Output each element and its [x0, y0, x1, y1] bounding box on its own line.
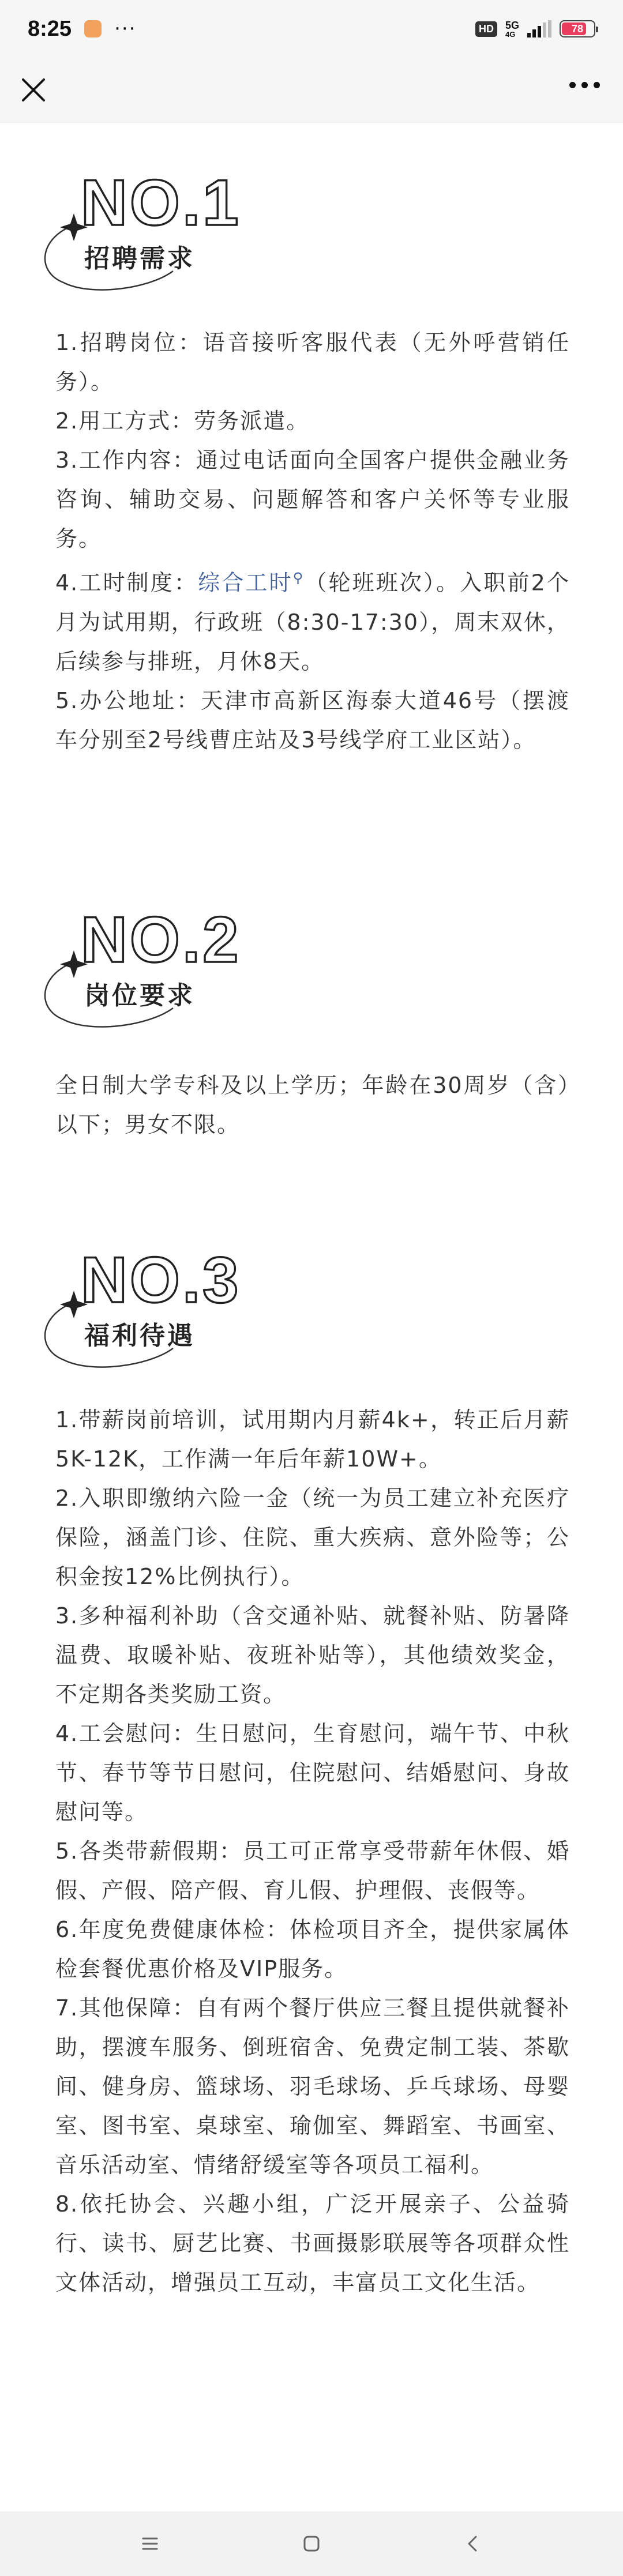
back-chevron-icon[interactable]: [461, 2532, 485, 2555]
network-type-top: 5G: [505, 19, 519, 31]
paragraph: 6.年度免费健康体检：体检项目齐全，提供家属体检套餐优惠价格及VIP服务。: [55, 1917, 570, 1981]
section-requirements: [0, 904, 623, 1137]
section-header: [0, 1244, 623, 1377]
paragraph: 5.各类带薪假期：员工可正常享受带薪年休假、婚假、产假、陪产假、育儿假、护理假、丧假等。: [55, 1838, 570, 1903]
network-type: [505, 20, 519, 38]
paragraph: 2.入职即缴纳六险一金（统一为员工建立补充医疗保险，涵盖门诊、住院、重大疾病、意外险等；公积金按12%比例执行）。: [55, 1486, 570, 1589]
status-left: [28, 17, 137, 42]
paragraph: 2.用工方式：劳务派遣。: [55, 408, 310, 434]
comprehensive-hours-link[interactable]: 综合工时: [198, 570, 293, 596]
work-hours-suffix: （轮班班次）。入职前2个月为试用期，行政班（8:30-17:30），周末双休，后续参与排班，月休8天。: [55, 570, 570, 674]
menu-lines-icon[interactable]: [138, 2532, 162, 2555]
section-header: [0, 904, 623, 1037]
paragraph: 5.办公地址：天津市高新区海泰大道46号（摆渡车分别至2号线曹庄站及3号线学府工业区站）。: [55, 687, 570, 753]
paragraph-work-hours: [55, 558, 570, 681]
status-time: 8:25: [28, 16, 72, 41]
paragraph: 全日制大学专科及以上学历；年龄在30周岁（含）以下；男女不限。: [55, 1073, 570, 1137]
section-body: [55, 1066, 570, 1144]
section-title: 福利待遇: [84, 1321, 195, 1351]
battery-value: 78: [571, 22, 584, 35]
close-icon[interactable]: [20, 76, 47, 104]
home-square-icon[interactable]: [300, 2532, 323, 2555]
paragraph: 1.带薪岗前培训，试用期内月薪4k+，转正后月薪5K-12K，工作满一年后年薪10W+。: [55, 1407, 570, 1472]
battery-icon: [560, 20, 595, 37]
status-right: [475, 20, 595, 38]
section-title: 岗位要求: [84, 981, 195, 1010]
signal-icon: [527, 20, 551, 37]
section-number-text: NO.3: [81, 1244, 241, 1314]
section-body: [55, 1400, 570, 2302]
work-hours-prefix: 4.工时制度：: [55, 570, 198, 596]
section-benefits: [0, 1244, 623, 2295]
section-header: [0, 167, 623, 300]
section-number-text: NO.1: [81, 167, 241, 236]
paragraph: 3.多种福利补助（含交通补贴、就餐补贴、防暑降温费、取暖补贴、夜班补贴等），其他绩效奖金，不定期各类奖励工资。: [55, 1603, 570, 1707]
section-number-text: NO.2: [81, 904, 241, 973]
hd-badge: HD: [475, 21, 497, 37]
system-nav-bar: [0, 2511, 623, 2576]
paragraph: 1.招聘岗位：语音接听客服代表（无外呼营销任务）。: [55, 330, 570, 394]
paragraph: 8.依托协会、兴趣小组，广泛开展亲子、公益骑行、读书、厨艺比赛、书画摄影联展等各项群众性文体活动，增强员工互动，丰富员工文化生活。: [55, 2191, 570, 2295]
status-bar: [0, 0, 623, 58]
search-icon[interactable]: ⚲: [292, 570, 305, 586]
paragraph: 3.工作内容：通过电话面向全国客户提供金融业务咨询、辅助交易、问题解答和客户关怀等专业服务。: [55, 447, 570, 551]
network-type-bottom: 4G: [505, 29, 516, 39]
status-more-indicator: ···: [114, 17, 137, 40]
paragraph: 4.工会慰问：生日慰问，生育慰问，端午节、中秋节、春节等节日慰问，住院慰问、结婚慰问、身故慰问等。: [55, 1721, 570, 1825]
paragraph: 7.其他保障：自有两个餐厅供应三餐且提供就餐补助，摆渡车服务、倒班宿舍、免费定制工装、茶歇间、健身房、篮球场、羽毛球场、乒乓球场、母婴室、图书室、桌球室、瑜伽室、舞蹈室、书画室、音乐活动室、情绪舒缓室等各项员工福利。: [55, 1995, 570, 2178]
top-nav-bar: [0, 58, 623, 123]
app-notification-icon: [84, 20, 102, 37]
more-horizontal-icon[interactable]: [569, 82, 600, 88]
section-body: [55, 323, 570, 759]
section-recruitment: [0, 167, 623, 753]
section-title: 招聘需求: [84, 244, 195, 273]
